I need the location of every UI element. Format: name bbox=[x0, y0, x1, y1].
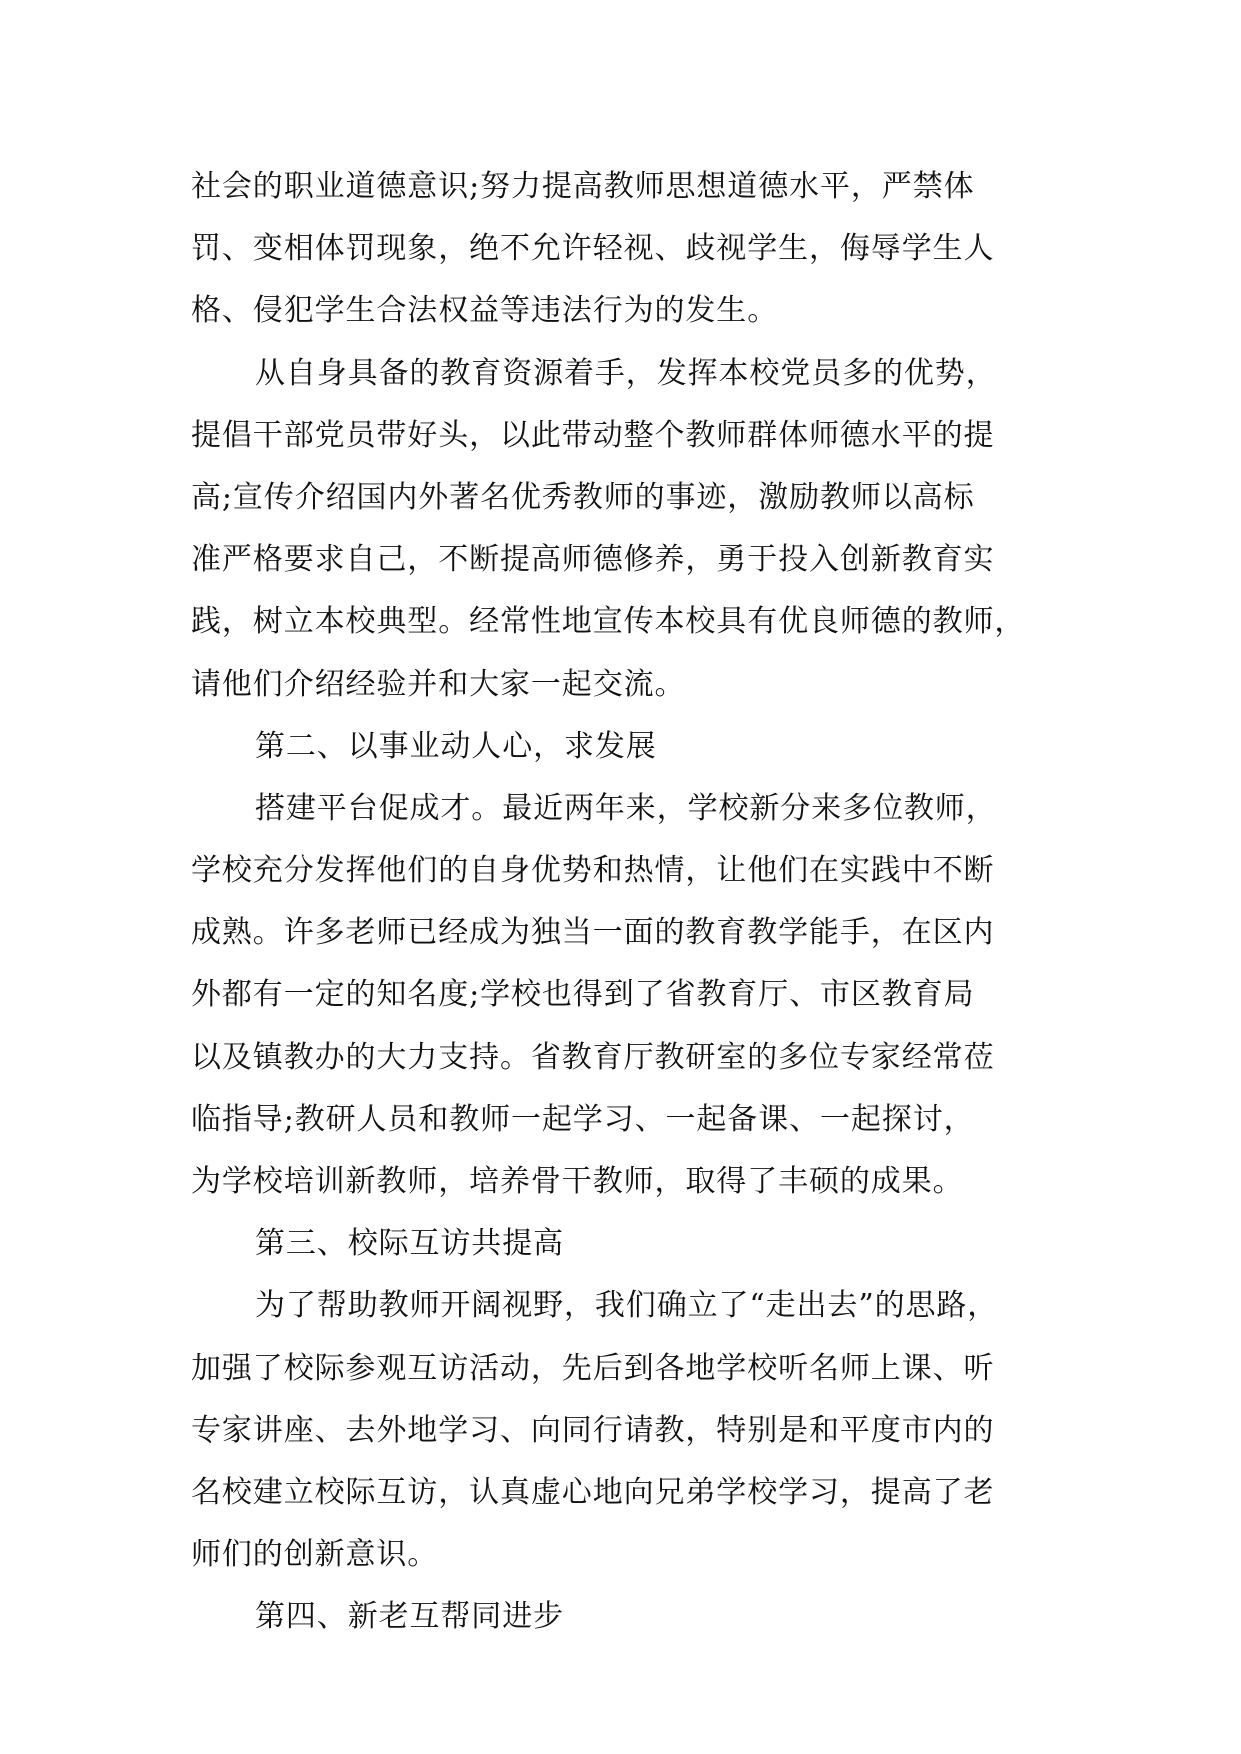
text-line: 社会的职业道德意识;努力提高教师思想道德水平，严禁体 bbox=[191, 169, 975, 204]
text-line: 高;宣传介绍国内外著名优秀教师的事迹，激励教师以高标 bbox=[191, 479, 975, 515]
text-line: 践，树立本校典型。经常性地宣传本校具有优良师德的教师， bbox=[191, 604, 1026, 640]
paragraph-start-line: 为了帮助教师开阔视野，我们确立了“走出去”的思路， bbox=[255, 1288, 999, 1324]
section-heading: 第三、校际互访共提高 bbox=[255, 1226, 564, 1262]
text-line: 学校充分发挥他们的自身优势和热情，让他们在实践中不断 bbox=[191, 853, 995, 889]
text-line: 提倡干部党员带好头，以此带动整个教师群体师德水平的提 bbox=[191, 417, 995, 453]
document-body bbox=[191, 156, 1051, 1649]
text-line: 以及镇教办的大力支持。省教育厅教研室的多位专家经常莅 bbox=[191, 1039, 995, 1075]
section-heading: 第二、以事业动人心，求发展 bbox=[255, 728, 657, 764]
paragraph-start-line: 搭建平台促成才。最近两年来，学校新分来多位教师， bbox=[255, 790, 997, 826]
section-heading: 第四、新老互帮同进步 bbox=[255, 1599, 564, 1635]
text-line: 专家讲座、去外地学习、向同行请教，特别是和平度市内的 bbox=[191, 1412, 995, 1448]
text-line: 为学校培训新教师，培养骨干教师，取得了丰硕的成果。 bbox=[191, 1164, 964, 1199]
paragraph-start-line: 从自身具备的教育资源着手，发挥本校党员多的优势， bbox=[255, 355, 997, 391]
text-line: 罚、变相体罚现象，绝不允许轻视、歧视学生，侮辱学生人 bbox=[191, 231, 995, 267]
text-line: 格、侵犯学生合法权益等违法行为的发生。 bbox=[191, 293, 779, 329]
text-line: 加强了校际参观互访活动，先后到各地学校听名师上课、听 bbox=[191, 1350, 995, 1386]
text-line: 名校建立校际互访，认真虚心地向兄弟学校学习，提高了老 bbox=[191, 1474, 995, 1510]
text-line: 临指导;教研人员和教师一起学习、一起备课、一起探讨， bbox=[191, 1101, 975, 1137]
text-line: 成熟。许多老师已经成为独当一面的教育教学能手，在区内 bbox=[191, 915, 995, 951]
text-line: 外都有一定的知名度;学校也得到了省教育厅、市区教育局 bbox=[191, 977, 975, 1013]
text-line: 准严格要求自己，不断提高师德修养，勇于投入创新教育实 bbox=[191, 542, 995, 578]
text-line: 请他们介绍经验并和大家一起交流。 bbox=[191, 666, 686, 702]
text-line: 师们的创新意识。 bbox=[191, 1537, 439, 1573]
